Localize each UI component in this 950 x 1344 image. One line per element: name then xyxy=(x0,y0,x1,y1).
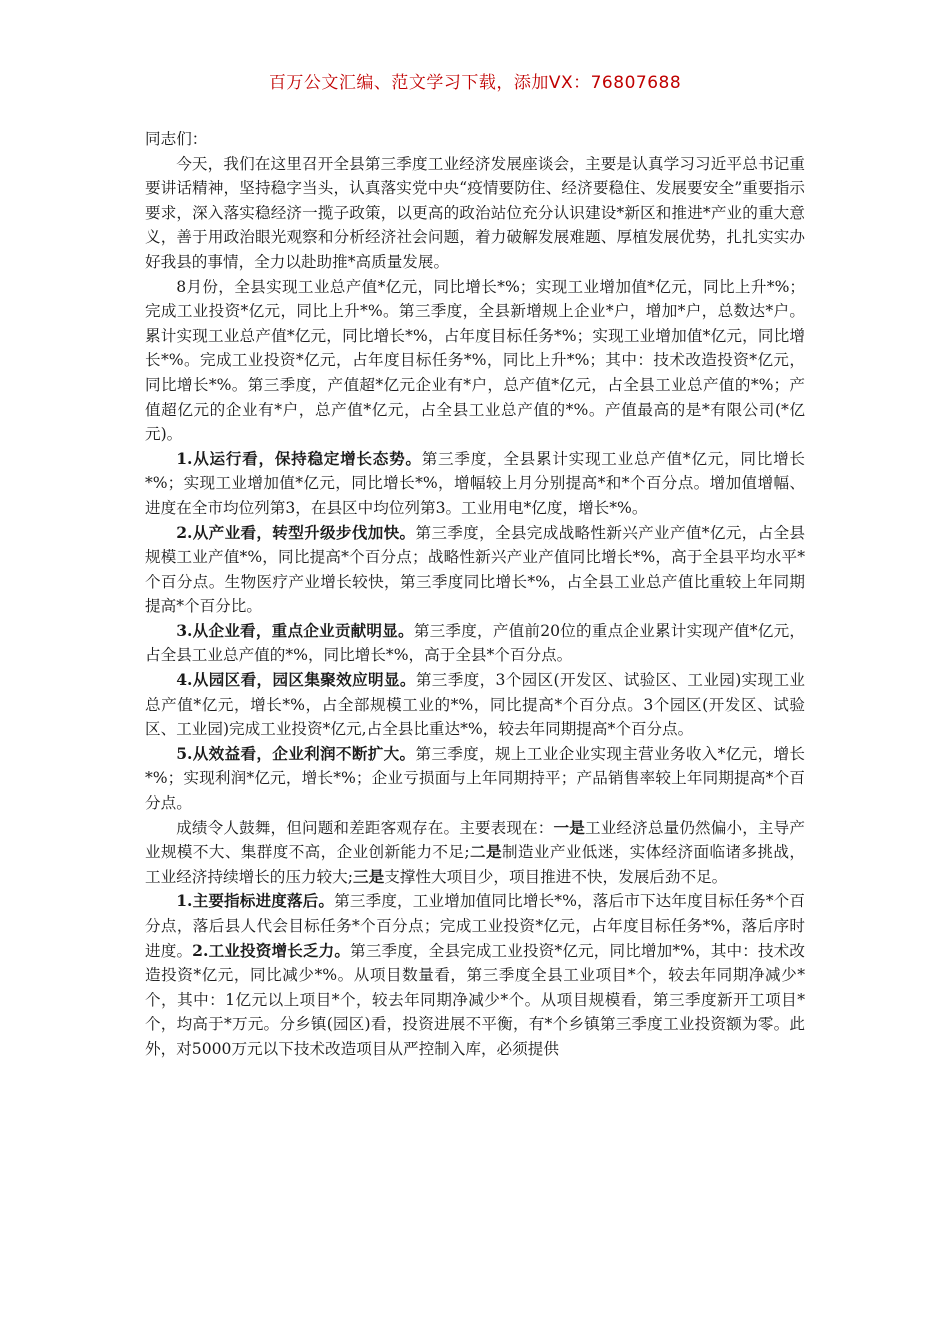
section-heading: 4.从园区看，园区集聚效应明显。 xyxy=(176,670,416,690)
problem-text-3: 支撑性大项目少，项目推进不快，发展后劲不足。 xyxy=(384,867,728,886)
header-banner: 百万公文汇编、范文学习下载，添加VX：76807688 xyxy=(268,73,682,93)
section-heading: 1.主要指标进度落后。 xyxy=(176,891,335,911)
section-text: 第三季度，全县完成工业投资*亿元，同比增加*%，其中：技术改造投资*亿元，同比减少*%。从项目数量看，第三季度全县工业项目*个，较去年同期净减少*个，其中：1亿元以上项目*个，较去年同期净减少*个。从项目规模看，第三季度新开工项目*个，均高于*万元。分乡镇(园区)看，投资进展不平衡，有*个乡镇第三季度工业投资额为零。此外，对5000万元以下技术改造项目从严控制入库，必须提供 xyxy=(145,941,805,1058)
document-body xyxy=(145,127,805,1062)
section-text: 第三季度，产值前20位的重点企业累计实现产值*亿元，占全县工业总产值的*%，同比增长*%，高于全县*个百分点。 xyxy=(145,621,805,665)
section-heading: 3.从企业看，重点企业贡献明显。 xyxy=(176,620,414,640)
section-heading: 2.从产业看，转型升级步伐加快。 xyxy=(176,522,416,542)
section-operation xyxy=(145,447,805,521)
section-indicators xyxy=(145,889,805,1061)
section-industry xyxy=(145,521,805,619)
section-text: 第三季度，3个园区(开发区、试验区、工业园)实现工业总产值*亿元，增长*%，占全部规模工业的*%，同比提高*个百分点。3个园区(开发区、试验区、工业园)完成工业投资*亿元,占全县比重达*%，较去年同期提高*个百分点。 xyxy=(145,671,806,739)
paragraph-statistics: 8月份，全县实现工业总产值*亿元，同比增长*%；实现工业增加值*亿元，同比上升*%；完成工业投资*亿元，同比上升*%。第三季度，全县新增规上企业*户，增加*户，总数达*户。累计实现工业总产值*亿元，同比增长*%，占年度目标任务*%；实现工业增加值*亿元，同比增长*%。完成工业投资*亿元，占年度目标任务*%，同比上升*%；其中：技术改造投资*亿元，同比增长*%。第三季度，产值超*亿元企业有*户，总产值*亿元，占全县工业总产值的*%；产值超亿元的企业有*户，总产值*亿元，占全县工业总产值的*%。产值最高的是*有限公司(*亿元)。 xyxy=(145,277,805,444)
salutation: 同志们： xyxy=(145,130,208,148)
section-text: 第三季度，全县完成战略性新兴产业产值*亿元，占全县规模工业产值*%，同比提高*个百分点；战略性新兴产业产值同比增长*%，高于全县平均水平*个百分点。生物医疗产业增长较快，第三季度同比增长*%，占全县工业总产值比重较上年同期提高*个百分比。 xyxy=(145,523,805,616)
problems-intro: 成绩令人鼓舞，但问题和差距客观存在。主要表现在： xyxy=(176,818,554,837)
problem-text-2: 制造业产业低迷，实体经济面临诸多挑战，工业经济持续增长的压力较大; xyxy=(145,843,805,886)
section-text: 第三季度，全县累计实现工业总产值*亿元，同比增长*%；实现工业增加值*亿元，同比增长*%，增幅较上月分别提高*和*个百分点。增加值增幅、进度在全市均位列第3，在县区中均位列第3。工业用电*亿度，增长*%。 xyxy=(145,449,805,517)
paragraph-intro: 今天，我们在这里召开全县第三季度工业经济发展座谈会，主要是认真学习习近平总书记重要讲话精神，坚持稳字当头，认真落实党中央“疫情要防住、经济要稳住、发展要安全”重要指示要求，深入落实稳经济一揽子政策，以更高的政治站位充分认识建设*新区和推进*产业的重大意义，善于用政治眼光观察和分析经济社会问题，着力破解发展难题、厚植发展优势，扎扎实实办好我县的事情，全力以赴助推*高质量发展。 xyxy=(145,154,805,271)
section-benefit xyxy=(145,742,805,816)
problem-marker-1: 一是 xyxy=(553,817,585,837)
section-heading: 1.从运行看，保持稳定增长态势。 xyxy=(176,448,422,468)
problem-marker-3: 三是 xyxy=(352,866,385,886)
section-enterprise xyxy=(145,619,805,668)
section-heading: 2.工业投资增长乏力。 xyxy=(192,940,351,960)
section-text: 第三季度，规上工业企业实现主营业务收入*亿元，增长*%；实现利润*亿元，增长*%；企业亏损面与上年同期持平；产品销售率较上年同期提高*个百分点。 xyxy=(145,744,805,813)
section-park xyxy=(145,668,805,742)
paragraph-problems xyxy=(145,816,805,890)
problem-marker-2: 二是 xyxy=(469,842,502,862)
section-heading: 5.从效益看，企业利润不断扩大。 xyxy=(176,743,416,763)
problem-text-1: 工业经济总量仍然偏小，主导产业规模不大、集群度不高，企业创新能力不足; xyxy=(145,818,805,862)
section-text: 第三季度，工业增加值同比增长*%，落后市下达年度目标任务*个百分点，落后县人代会目标任务*个百分点；完成工业投资*亿元，占年度目标任务*%，落后序时进度。 xyxy=(145,892,805,960)
